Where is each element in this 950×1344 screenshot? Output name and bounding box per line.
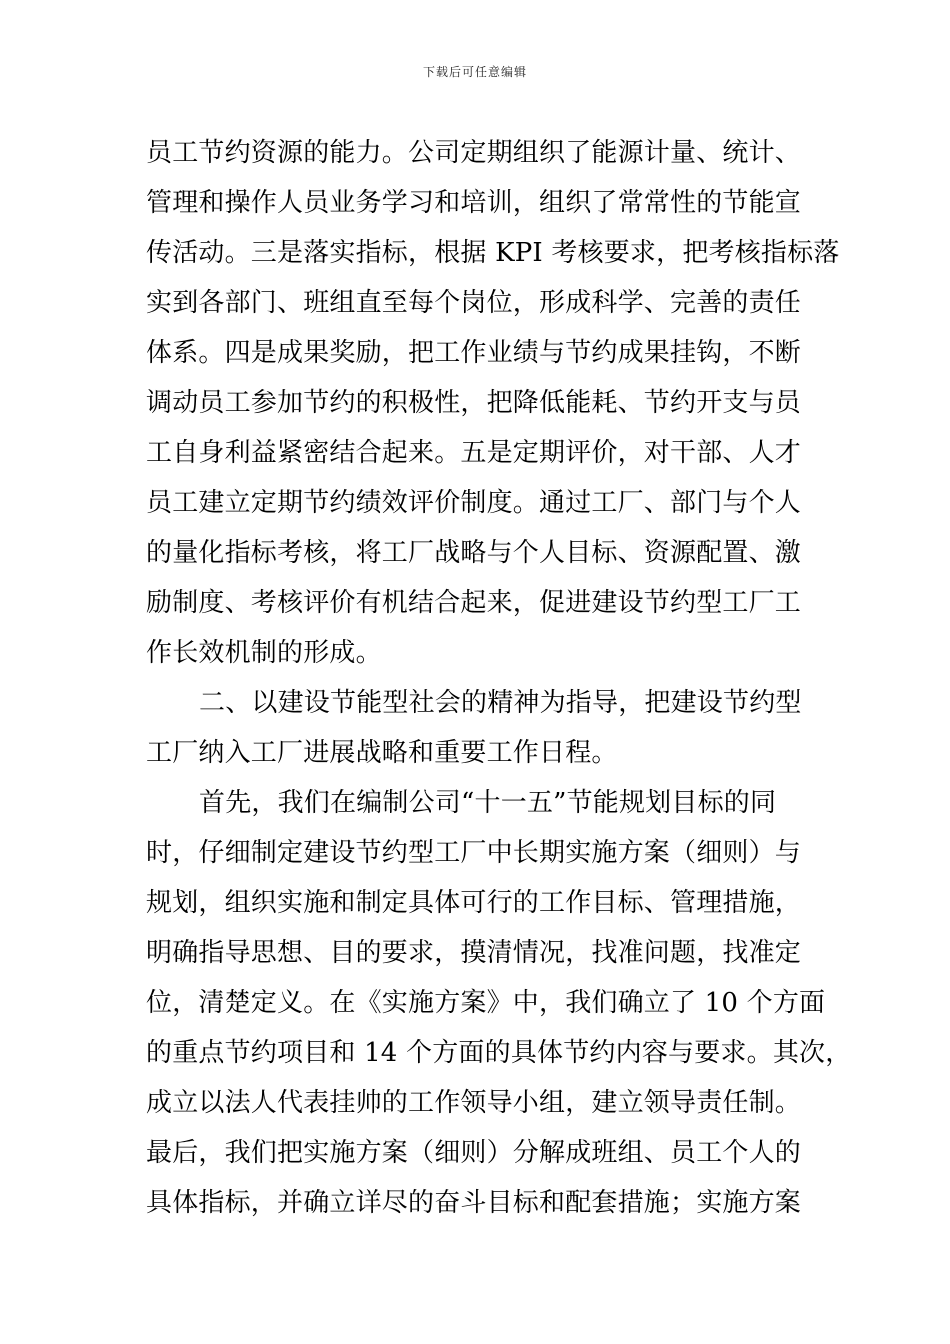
text-line: 作长效机制的形成。 [146, 638, 382, 668]
text-line: 体系。四是成果奖励，把工作业绩与节约成果挂钩，不断 [146, 338, 802, 368]
text-line: 规划，组织实施和制定具体可行的工作目标、管理措施， [146, 888, 802, 918]
body-text [146, 128, 852, 1228]
text-line: 员工节约资源的能力。公司定期组织了能源计量、统计、 [146, 138, 802, 168]
section-heading-line: 二、以建设节能型社会的精神为指导，把建设节约型 [199, 688, 802, 718]
text-line: 时，仔细制定建设节约型工厂中长期实施方案（细则）与 [146, 838, 802, 868]
page-header: 下载后可任意编辑 [422, 65, 527, 79]
text-line: 的量化指标考核，将工厂战略与个人目标、资源配置、激 [146, 538, 802, 568]
text-line: 实到各部门、班组直至每个岗位，形成科学、完善的责任 [146, 288, 802, 318]
text-line: 的重点节约项目和 14 个方面的具体节约内容与要求。其次， [146, 1038, 852, 1068]
text-line: 明确指导思想、目的要求，摸清情况，找准问题，找准定 [146, 938, 802, 968]
text-line: 传活动。三是落实指标，根据 KPI 考核要求，把考核指标落 [146, 238, 840, 268]
text-line: 具体指标，并确立详尽的奋斗目标和配套措施；实施方案 [146, 1188, 802, 1218]
section-heading-line: 工厂纳入工厂进展战略和重要工作日程。 [146, 738, 618, 768]
text-line: 调动员工参加节约的积极性，把降低能耗、节约开支与员 [146, 388, 802, 418]
text-line: 管理和操作人员业务学习和培训，组织了常常性的节能宣 [146, 188, 802, 218]
text-line: 励制度、考核评价有机结合起来，促进建设节约型工厂工 [146, 588, 802, 618]
text-line: 位，清楚定义。在《实施方案》中，我们确立了 10 个方面 [146, 988, 826, 1018]
text-line: 工自身利益紧密结合起来。五是定期评价，对干部、人才 [146, 438, 802, 468]
text-line: 员工建立定期节约绩效评价制度。通过工厂、部门与个人 [146, 488, 802, 518]
text-line: 最后，我们把实施方案（细则）分解成班组、员工个人的 [146, 1138, 802, 1168]
text-line: 成立以法人代表挂帅的工作领导小组，建立领导责任制。 [146, 1088, 802, 1118]
text-line: 首先，我们在编制公司“十一五”节能规划目标的同 [199, 788, 777, 818]
